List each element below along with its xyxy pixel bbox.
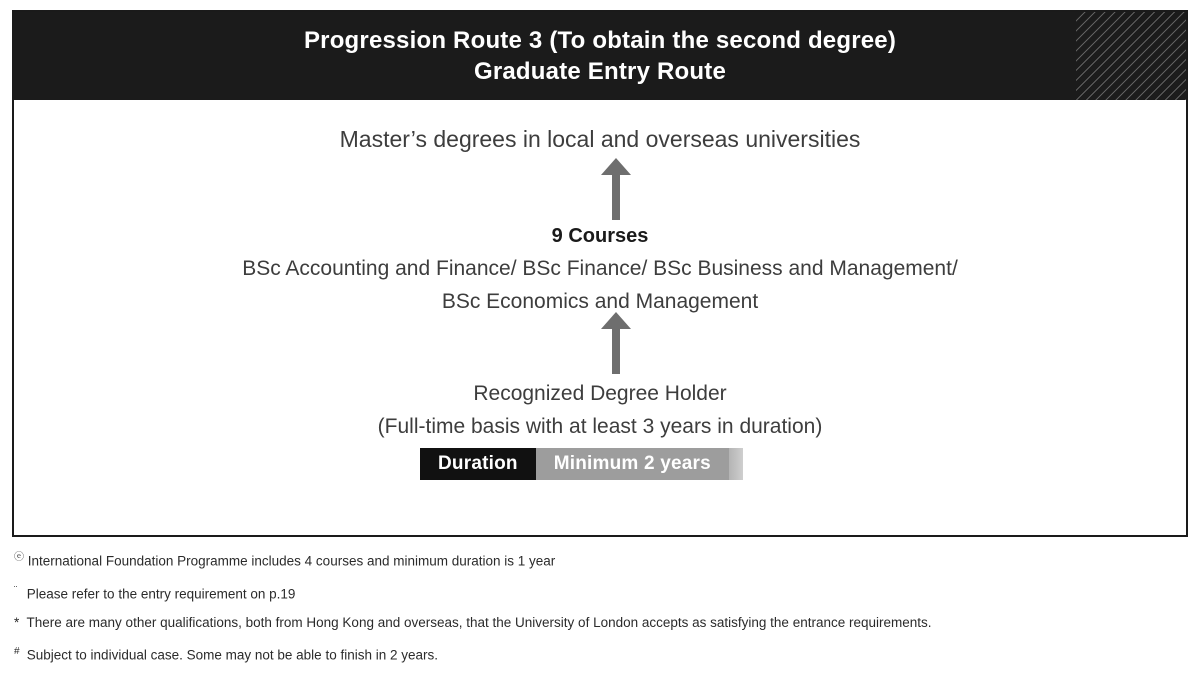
arrow-shaft: [612, 326, 620, 374]
courses-count-heading: 9 Courses: [551, 225, 649, 247]
footnote-mark: *: [14, 615, 20, 630]
courses-list: [14, 252, 1186, 318]
duration-label: Duration: [420, 448, 536, 480]
entry-requirement-line-2: (Full-time basis with at least 3 years in duration): [377, 415, 823, 438]
courses-list-line-1: BSc Accounting and Finance/ BSc Finance/ BSc Business and Management/: [242, 257, 958, 280]
footnote-text: Subject to individual case. Some may not be able to finish in 2 years.: [26, 647, 438, 663]
footnote-mark: ¨: [14, 584, 18, 596]
entry-requirement-line-1: Recognized Degree Holder: [473, 382, 727, 405]
footnote-text: International Foundation Programme includes 4 courses and minimum duration is 1 year: [27, 553, 556, 569]
footnote-mark: #: [14, 646, 20, 657]
courses-list-line-2: BSc Economics and Management: [441, 290, 759, 313]
footnote-item: [14, 615, 1184, 630]
footnote-text: Please refer to the entry requirement on p.19: [26, 586, 296, 601]
arrow-shaft: [612, 172, 620, 220]
arrow-up-icon-top: [601, 158, 631, 220]
progression-route-card: [12, 10, 1188, 537]
entry-requirement-block: [14, 377, 1186, 443]
footnotes: [14, 550, 1184, 677]
page-title-line-1: Progression Route 3 (To obtain the second degree): [303, 27, 897, 54]
card-header: [14, 12, 1186, 100]
duration-bar: [420, 448, 743, 480]
footnote-item: [14, 583, 1184, 602]
diagonal-hatch-decoration: [1076, 12, 1186, 100]
duration-value: Minimum 2 years: [536, 448, 729, 480]
footnote-text: There are many other qualifications, both from Hong Kong and overseas, that the University of London accepts as satisfying the entrance requirements.: [26, 615, 932, 630]
masters-degrees-text: Master’s degrees in local and overseas universities: [339, 126, 861, 152]
footnote-item: [14, 550, 1184, 569]
page-title-line-2: Graduate Entry Route: [473, 58, 727, 85]
duration-bar-tail: [729, 448, 743, 480]
footnote-mark: ⓔ: [14, 552, 24, 563]
footnote-item: [14, 644, 1184, 663]
card-body: [14, 100, 1186, 535]
arrow-up-icon-bottom: [601, 312, 631, 374]
